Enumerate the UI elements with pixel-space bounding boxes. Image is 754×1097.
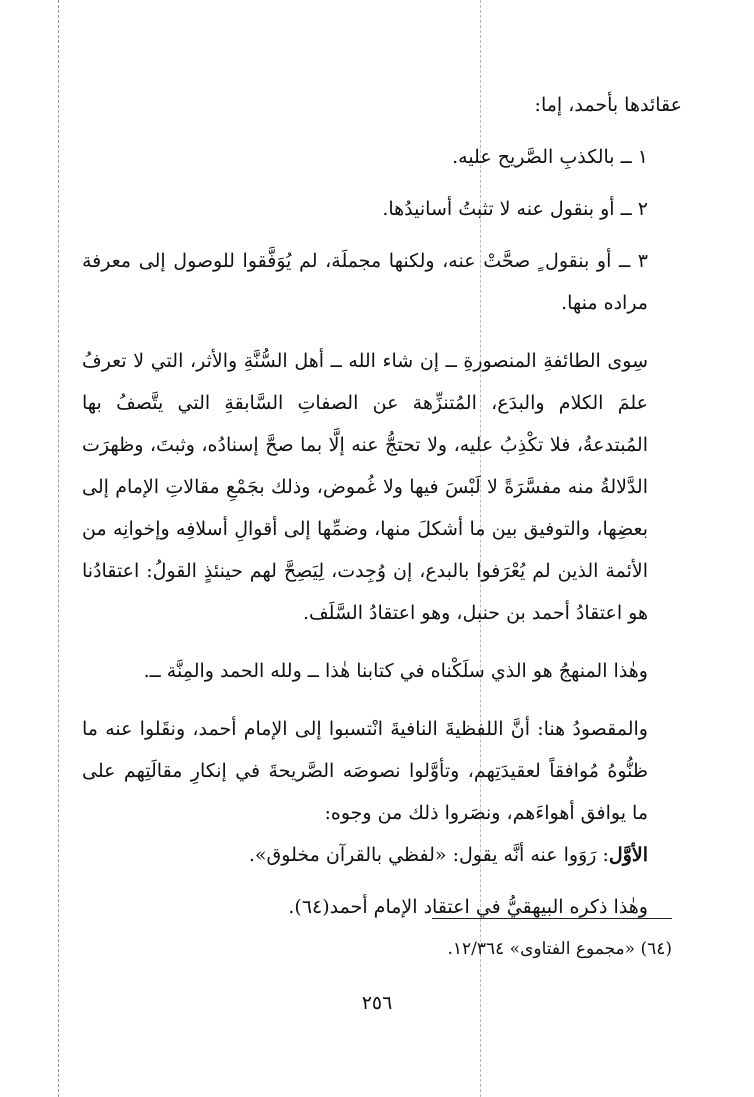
first-point-text: : رَوَوا عنه أنَّه يقول: «لفظي بالقرآن مخلوق». [248, 844, 609, 866]
list-item-2: ٢ ــ أو بنقول عنه لا تثبتُ أسانيدُها. [382, 198, 648, 220]
page-body [82, 84, 682, 928]
scan-fold-line-left [58, 0, 59, 1097]
paragraph-ahl-sunna: سِوى الطائفةِ المنصورةِ ــ إن شاء الله ــ أهل السُّنَّةِ والأثر، التي لا تعرفُ علمَ الكلام والبدَع، المُتنزِّهة عن الصفاتِ السَّابقةِ التي يتَّصفُ بها المُبتدعةُ، فلا تكْذِبُ عليه، ولا تحتجُّ عنه إلَّا بما صحَّ إسنادُه، وثبتَ، وظهرَت الدَّلالةُ منه مفسَّرَةً لا لَبْسَ فيها ولا غُموض، وذلك بجَمْعِ مقالاتِ الإمام إلى بعضِها، والتوفيق بين ما أشكلَ منها، وضمِّها إلى أقوالِ أسلافِه وإخوانِه من الأئمة الذين لم يُعْرَفوا بالبدع، إن وُجِدت، لِيَصِحَّ لهم حينئذٍ القولُ: اعتقادُنا هو اعتقادُ أحمد بن حنبل، وهو اعتقادُ السَّلَف. [82, 350, 648, 624]
footnote: (٦٤) «مجموع الفتاوى» ١٢/٣٦٤. [447, 939, 672, 959]
first-point [82, 834, 682, 876]
list-item-1: ١ ــ بالكذبِ الصَّريح عليه. [452, 146, 648, 168]
paragraph-bayhaqi: وهٰذا ذكره البيهقيُّ في اعتقاد الإمام أحمد(٦٤). [288, 896, 648, 918]
page-number: ٢٥٦ [361, 992, 393, 1014]
paragraph-methodology: وهٰذا المنهجُ هو الذي سلَكْناه في كتابنا هٰذا ــ ولله الحمد والمِنَّة ــ. [143, 660, 648, 682]
paragraph-maqsud: والمقصودُ هنا: أنَّ اللفظيةَ النافيةَ انْتسبوا إلى الإمام أحمد، ونقَلوا عنه ما ظنُّوهُ مُوافقاً لعقيدَتِهم، وتأوَّلوا نصوصَه الصَّريحةَ في إنكارِ مقالَتِهم على ما يوافق أهواءَهم، ونصَروا ذلك من وجوه: [82, 718, 648, 824]
list-item-3: ٣ ــ أو بنقول ٍ صحَّتْ عنه، ولكنها مجملَة، لم يُوَفَّقوا للوصول إلى معرفة مراده منها. [82, 250, 648, 314]
paragraph-intro: عقائدها بأحمد، إما: [534, 94, 682, 116]
footnote-divider [432, 918, 672, 919]
first-point-label: الأوَّل [608, 844, 648, 866]
